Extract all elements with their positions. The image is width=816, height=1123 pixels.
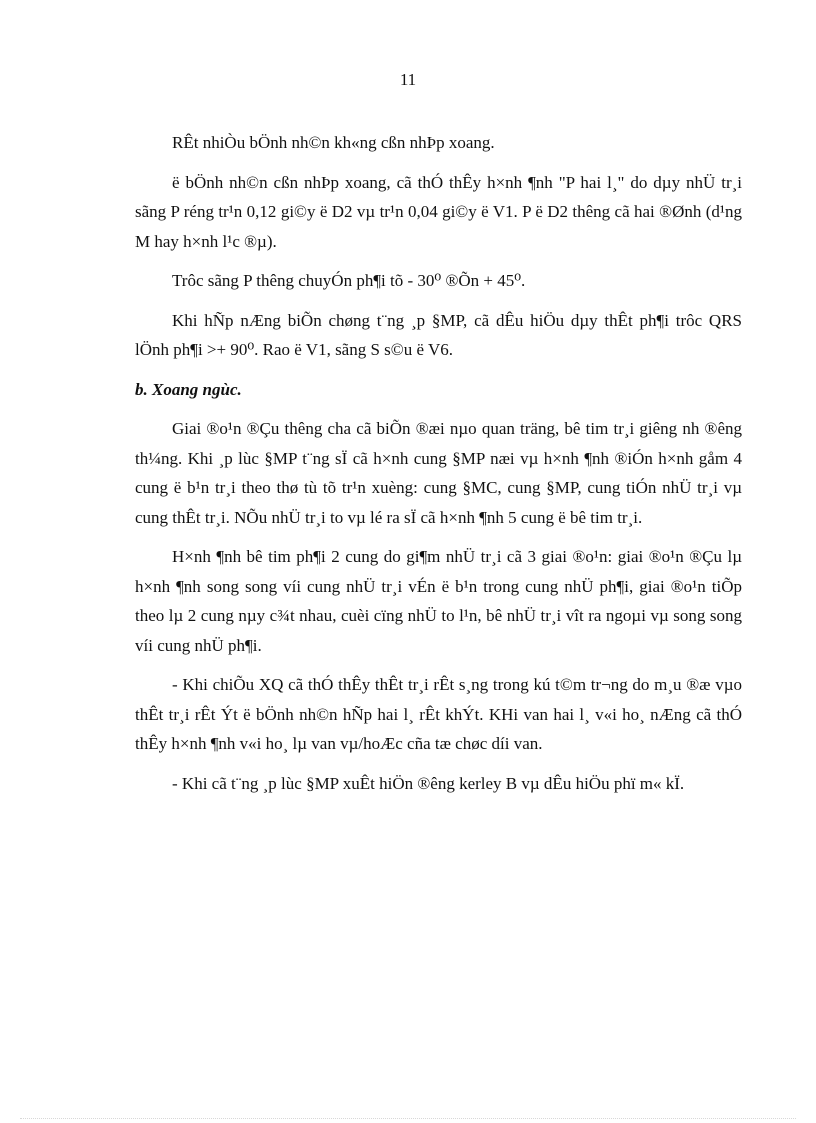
page-number: 11 <box>399 70 417 89</box>
paragraph: - Khi chiÕu XQ cã thÓ thÊy thÊt tr¸i rÊt s¸ng trong kú t©m tr¬ng do m¸u ®æ vµo thÊt tr¸i rÊt Ýt ë bÖnh nh©n hÑp hai l¸ rÊt khÝt. KHi van hai l¸ v«i ho¸ nÆng cã thÓ thÊy h×nh ¶nh v«i ho¸ lµ van vµ/hoÆc cña tæ chøc díi van. <box>135 675 742 753</box>
paragraph: RÊt nhiÒu bÖnh nh©n kh«ng cßn nhÞp xoang. <box>172 133 495 152</box>
paragraph: Khi hÑp nÆng biÕn chøng t¨ng ¸p §MP, cã dÊu hiÖu dµy thÊt ph¶i trôc QRS lÖnh ph¶i >+ 90⁰. Rao ë V1, sãng S s©u ë V6. <box>135 310 742 359</box>
footer-divider <box>20 1118 796 1119</box>
paragraph: - Khi cã t¨ng ¸p lùc §MP xuÊt hiÖn ®êng kerley B vµ dÊu hiÖu phï m« kÏ. <box>172 773 685 793</box>
paragraph: Giai ®o¹n ®Çu thêng cha cã biÕn ®æi nµo quan träng, bê tim tr¸i giêng nh ®êng th¼ng. Khi ¸p lùc §MP t¨ng sÏ cã h×nh cung §MP næi vµ h×nh ¶nh ®iÓn h×nh gåm 4 cung ë b¹n tr¸i theo thø tù tõ tr¹n xuèng: cung §MC, cung §MP, cung tiÓn nhÜ tr¸i vµ cung thÊt tr¸i. NÕu nhÜ tr¸i to vµ lé ra sÏ cã h×nh ¶nh 5 cung ë bê tim tr¸i. <box>135 419 742 527</box>
body-text <box>135 128 742 808</box>
section-heading: b. Xoang ngùc. <box>135 379 242 399</box>
paragraph: H×nh ¶nh bê tim ph¶i 2 cung do gi¶m nhÜ tr¸i cã 3 giai ®o¹n: giai ®o¹n ®Çu lµ h×nh ¶nh song song víi cung nhÜ tr¸i vÉn ë b¹n trong cung nhÜ ph¶i, giai ®o¹n tiÕp theo lµ 2 cung nµy c¾t nhau, cuèi cïng nhÜ to l¹n, bê nhÜ tr¸i vît ra ngoµi vµ song song víi cung nhÜ ph¶i. <box>135 547 742 655</box>
paragraph: ë bÖnh nh©n cßn nhÞp xoang, cã thÓ thÊy h×nh ¶nh "P hai l¸" do dµy nhÜ tr¸i sãng P réng tr¹n 0,12 gi©y ë D2 vµ tr¹n 0,04 gi©y ë V1. P ë D2 thêng cã hai ®Ønh (d¹ng M hay h×nh l¹c ®µ). <box>135 172 742 251</box>
paragraph: Trôc sãng P thêng chuyÓn ph¶i tõ - 30⁰ ®Õn + 45⁰. <box>172 271 526 290</box>
